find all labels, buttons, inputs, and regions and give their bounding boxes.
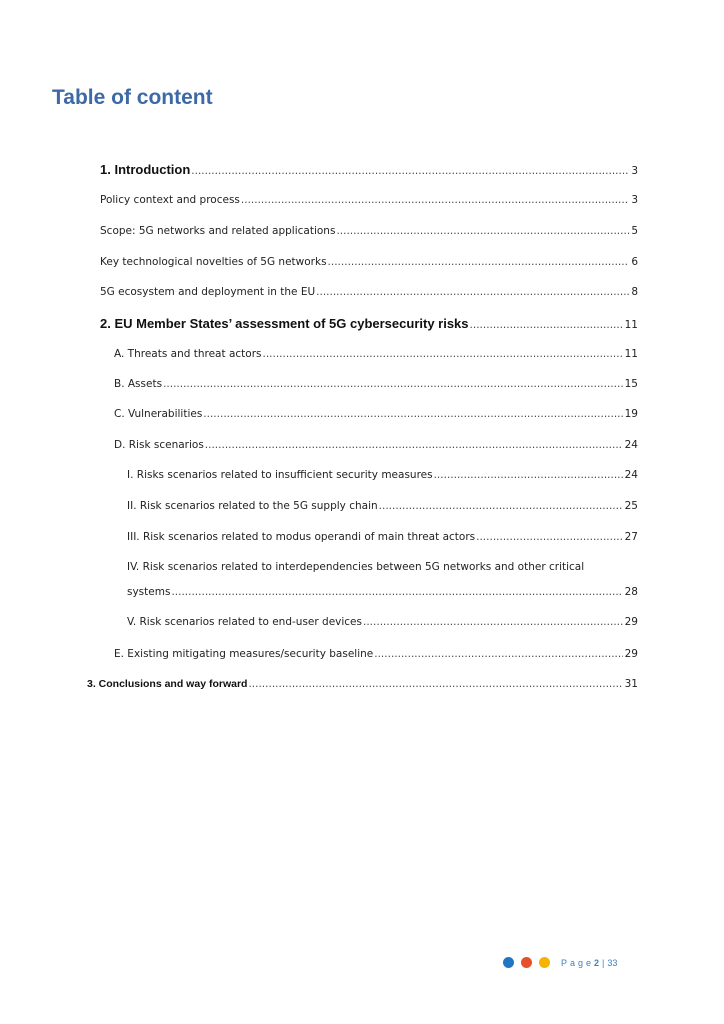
toc-leader-dots — [205, 439, 623, 451]
page-footer — [503, 957, 617, 968]
toc-entry-scenario-end-user[interactable] — [127, 616, 638, 628]
toc-entry-page: 5 — [631, 225, 638, 237]
toc-entry-label: E. Existing mitigating measures/security baseline — [114, 648, 374, 660]
toc-entry-scope[interactable] — [100, 225, 638, 237]
toc-entry-page: 24 — [624, 439, 638, 451]
toc-entry-assets[interactable] — [114, 378, 638, 390]
yellow-dot-icon — [539, 957, 550, 968]
toc-leader-dots — [374, 648, 622, 660]
toc-entry-label: Key technological novelties of 5G networks — [100, 256, 327, 268]
toc-entry-label: C. Vulnerabilities — [114, 408, 203, 420]
toc-entry-policy-context[interactable] — [100, 194, 638, 206]
blue-dot-icon — [503, 957, 514, 968]
toc-entry-page: 11 — [624, 319, 638, 331]
toc-entry-page: 27 — [624, 531, 638, 543]
toc-leader-dots — [328, 256, 630, 268]
toc-entry-scenario-supply-chain[interactable] — [127, 500, 638, 512]
toc-entry-ecosystem[interactable] — [100, 286, 638, 298]
toc-entry-page: 8 — [631, 286, 638, 298]
toc-entry-label: 5G ecosystem and deployment in the EU — [100, 286, 316, 298]
toc-entry-label: I. Risks scenarios related to insufficient security measures — [127, 469, 433, 481]
toc-entry-label: A. Threats and threat actors — [114, 348, 262, 360]
toc-leader-dots — [434, 469, 623, 481]
toc-entry-label: III. Risk scenarios related to modus operandi of main threat actors — [127, 531, 476, 543]
toc-entry-label: D. Risk scenarios — [114, 439, 204, 451]
toc-entry-threats[interactable] — [114, 348, 638, 360]
toc-entry-page: 29 — [624, 616, 638, 628]
toc-leader-dots — [248, 678, 622, 690]
toc-leader-dots — [363, 616, 623, 628]
toc-leader-dots — [476, 531, 623, 543]
toc-entry-conclusions[interactable] — [87, 678, 638, 690]
toc-entry-page: 11 — [624, 348, 638, 360]
toc-entry-scenario-interdependencies[interactable] — [127, 586, 638, 598]
toc-leader-dots — [262, 348, 622, 360]
page-total: 33 — [607, 957, 618, 968]
toc-entry-label: II. Risk scenarios related to the 5G supply chain — [127, 500, 378, 512]
page-number: 2 — [594, 957, 600, 968]
toc-entry-page: 19 — [624, 408, 638, 420]
toc-entry-label: Policy context and process — [100, 194, 240, 206]
toc-entry-label: Scope: 5G networks and related applications — [100, 225, 336, 237]
toc-entry-page: 3 — [631, 194, 638, 206]
toc-leader-dots — [171, 586, 622, 598]
toc-entry-label-line1[interactable]: IV. Risk scenarios related to interdependencies between 5G networks and other critical — [127, 561, 585, 573]
toc-entry-label: 1. Introduction — [100, 162, 191, 177]
toc-entry-page: 29 — [624, 648, 638, 660]
toc-leader-dots — [336, 225, 629, 237]
toc-entry-mitigating-measures[interactable] — [114, 648, 638, 660]
toc-leader-dots — [379, 500, 623, 512]
toc-entry-page: 24 — [624, 469, 638, 481]
toc-entry-page: 3 — [631, 165, 638, 177]
toc-leader-dots — [470, 319, 623, 331]
toc-entry-scenario-threat-actors[interactable] — [127, 531, 638, 543]
toc-entry-risk-scenarios[interactable] — [114, 439, 638, 451]
toc-leader-dots — [203, 408, 622, 420]
page-title: Table of content — [52, 86, 213, 109]
toc-leader-dots — [163, 378, 623, 390]
toc-entry-page: 6 — [631, 256, 638, 268]
toc-entry-vulnerabilities[interactable] — [114, 408, 638, 420]
toc-entry-page: 28 — [624, 586, 638, 598]
toc-entry-introduction[interactable] — [100, 162, 638, 177]
toc-entry-scenario-insufficient-security[interactable] — [127, 469, 638, 481]
toc-leader-dots — [241, 194, 629, 206]
page-label: Page — [561, 957, 595, 968]
page-separator: | — [602, 957, 605, 968]
toc-entry-key-novelties[interactable] — [100, 256, 638, 268]
toc-leader-dots — [191, 165, 629, 177]
toc-entry-risk-assessment[interactable] — [100, 316, 638, 331]
toc-entry-label: V. Risk scenarios related to end-user devices — [127, 616, 362, 628]
toc-entry-label: systems — [127, 586, 171, 598]
toc-entry-page: 31 — [624, 678, 638, 690]
toc-entry-label: 2. EU Member States’ assessment of 5G cybersecurity risks — [100, 316, 469, 331]
toc-entry-page: 25 — [624, 500, 638, 512]
toc-entry-page: 15 — [624, 378, 638, 390]
toc-leader-dots — [316, 286, 629, 298]
toc-entry-label: 3. Conclusions and way forward — [87, 678, 248, 690]
orange-dot-icon — [521, 957, 532, 968]
toc-entry-label: B. Assets — [114, 378, 163, 390]
